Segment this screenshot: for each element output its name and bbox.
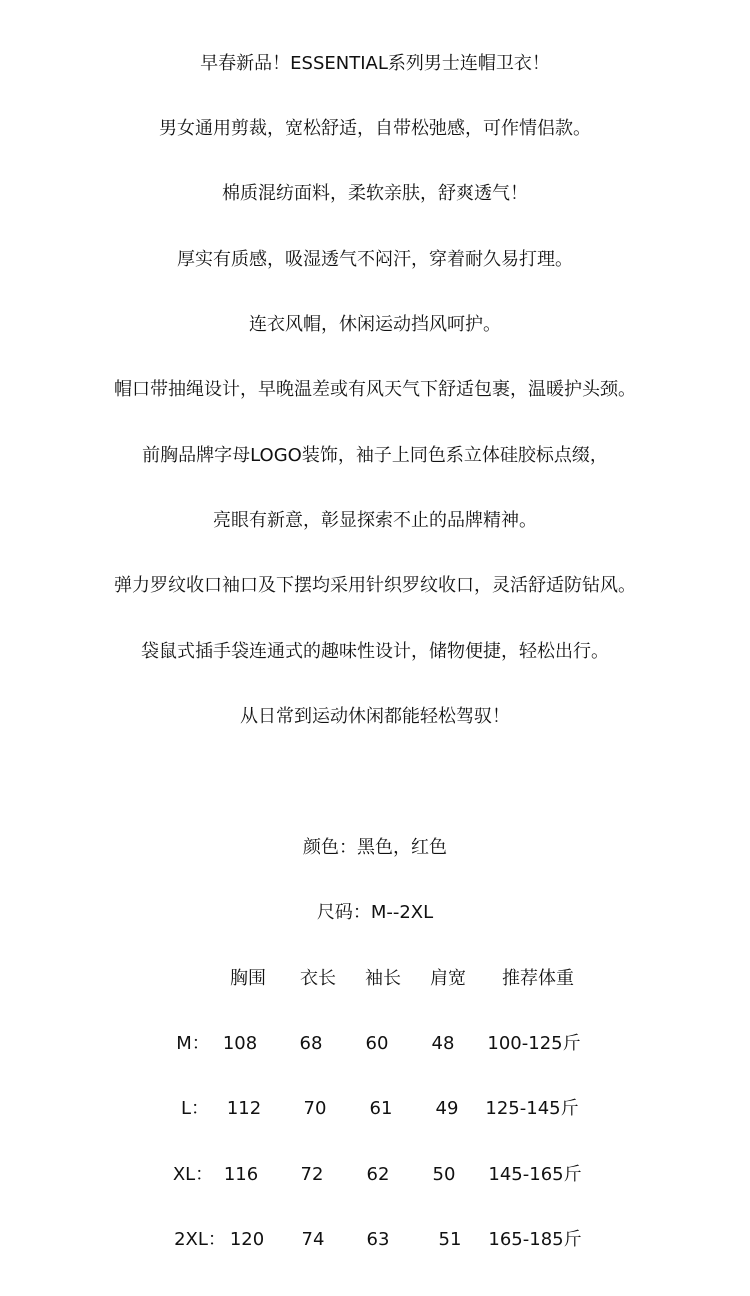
size-label: 2XL：	[174, 1229, 226, 1250]
description-line-4: 厚实有质感，吸湿透气不闷汗，穿着耐久易打理。	[177, 249, 573, 270]
sleeve-value: 61	[369, 1098, 393, 1119]
weight-value: 125-145斤	[485, 1098, 579, 1119]
sleeve-value: 60	[365, 1033, 389, 1054]
header-sleeve: 袖长	[365, 968, 401, 989]
weight-value: 165-185斤	[488, 1229, 582, 1250]
weight-value: 100-125斤	[487, 1033, 581, 1054]
shoulder-value: 51	[438, 1229, 462, 1250]
header-length: 衣长	[300, 968, 336, 989]
size-label: M：	[176, 1033, 210, 1054]
chest-value: 116	[223, 1164, 259, 1185]
description-line-8: 亮眼有新意，彰显探索不止的品牌精神。	[213, 510, 537, 531]
shoulder-value: 49	[435, 1098, 459, 1119]
color-line: 颜色：黑色，红色	[303, 837, 447, 858]
length-value: 68	[299, 1033, 323, 1054]
weight-value: 145-165斤	[488, 1164, 582, 1185]
size-label: XL：	[172, 1164, 214, 1185]
length-value: 70	[303, 1098, 327, 1119]
header-chest: 胸围	[230, 968, 266, 989]
sleeve-value: 62	[366, 1164, 390, 1185]
description-line-2: 男女通用剪裁，宽松舒适，自带松弛感，可作情侣款。	[159, 118, 591, 139]
size-line: 尺码：M--2XL	[316, 902, 434, 923]
chest-value: 120	[229, 1229, 265, 1250]
description-line-6: 帽口带抽绳设计，早晚温差或有风天气下舒适包裹，温暖护头颈。	[114, 379, 636, 400]
description-line-10: 袋鼠式插手袋连通式的趣味性设计，储物便捷，轻松出行。	[141, 641, 609, 662]
size-label: L：	[180, 1098, 210, 1119]
description-line-1: 早春新品！ESSENTIAL系列男士连帽卫衣！	[200, 53, 550, 74]
description-line-9: 弹力罗纹收口袖口及下摆均采用针织罗纹收口，灵活舒适防钻风。	[114, 575, 636, 596]
description-line-5: 连衣风帽，休闲运动挡风呵护。	[249, 314, 501, 335]
shoulder-value: 48	[431, 1033, 455, 1054]
header-shoulder: 肩宽	[430, 968, 466, 989]
shoulder-value: 50	[432, 1164, 456, 1185]
description-line-3: 棉质混纺面料，柔软亲肤，舒爽透气！	[222, 183, 528, 204]
chest-value: 112	[226, 1098, 262, 1119]
length-value: 72	[300, 1164, 324, 1185]
sleeve-value: 63	[366, 1229, 390, 1250]
description-line-11: 从日常到运动休闲都能轻松驾驭！	[240, 706, 510, 727]
header-weight: 推荐体重	[502, 968, 574, 989]
description-line-7: 前胸品牌字母LOGO装饰，袖子上同色系立体硅胶标点缀，	[142, 445, 608, 466]
length-value: 74	[301, 1229, 325, 1250]
chest-value: 108	[222, 1033, 258, 1054]
